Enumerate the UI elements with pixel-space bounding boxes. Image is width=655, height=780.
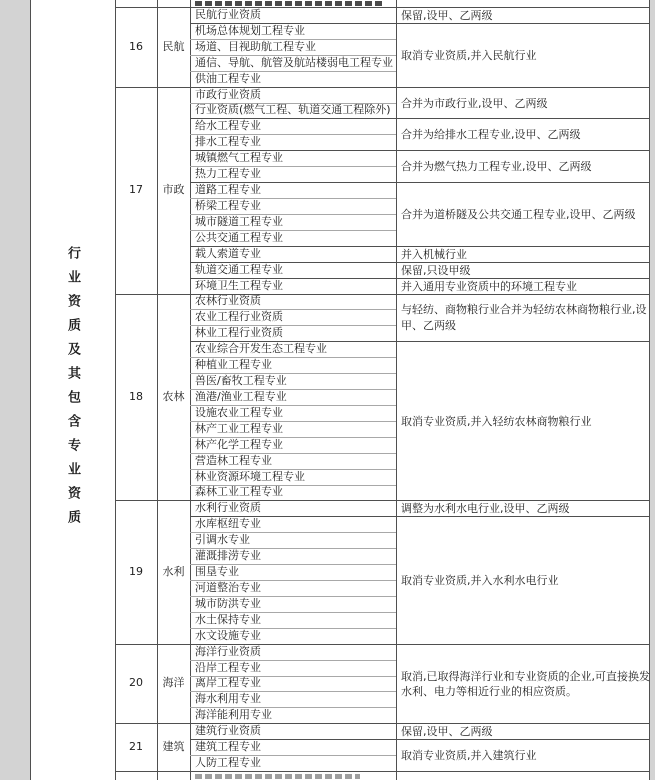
qualification-cell: 海洋能利用专业 xyxy=(195,708,272,722)
qualification-cell: 林产化学工程专业 xyxy=(195,437,283,451)
action-cell: 取消专业资质,并入轻纺农林商物粮行业 xyxy=(401,414,592,428)
industry-cell: 农林 xyxy=(162,389,185,403)
qualification-cell: 农林行业资质 xyxy=(195,294,261,308)
qualification-cell: 林产工业工程专业 xyxy=(195,421,283,435)
qualification-cell: 水文设施专业 xyxy=(195,628,261,642)
clipped-row-remnant-bottom xyxy=(195,774,360,779)
qualification-cell: 河道整治专业 xyxy=(195,580,261,594)
qualification-cell: 设施农业工程专业 xyxy=(195,405,283,419)
qualification-cell: 农业综合开发生态工程专业 xyxy=(195,342,327,356)
qualification-cell: 引调水专业 xyxy=(195,533,250,547)
qualification-cell: 水土保持专业 xyxy=(195,612,261,626)
qualification-cell: 公共交通工程专业 xyxy=(195,230,283,244)
qualification-cell: 载人索道专业 xyxy=(195,246,261,260)
qualification-cell: 机场总体规划工程专业 xyxy=(195,23,305,37)
qualification-cell: 民航行业资质 xyxy=(195,7,261,21)
row-number-cell: 20 xyxy=(129,676,143,690)
qualification-cell: 海水利用专业 xyxy=(195,692,261,706)
qualification-cell: 海洋行业资质 xyxy=(195,644,261,658)
industry-cell: 海洋 xyxy=(162,676,185,690)
qualification-cell: 热力工程专业 xyxy=(195,167,261,181)
qualification-table xyxy=(30,0,650,780)
action-cell: 取消,已取得海洋行业和专业资质的企业,可直接换发水利、电力等相近行业的相应资质。 xyxy=(401,669,650,699)
action-cell: 并入机械行业 xyxy=(401,247,467,261)
qualification-cell: 城市隧道工程专业 xyxy=(195,214,283,228)
qualification-cell: 兽医/畜牧工程专业 xyxy=(195,374,287,388)
action-cell: 取消专业资质,并入建筑行业 xyxy=(401,749,537,763)
qualification-cell: 人防工程专业 xyxy=(195,756,261,770)
qualification-cell: 通信、导航、航管及航站楼弱电工程专业 xyxy=(195,55,393,69)
qualification-cell: 城市防洪专业 xyxy=(195,596,261,610)
industry-cell: 水利 xyxy=(162,565,185,579)
qualification-cell: 森林工业工程专业 xyxy=(195,485,283,499)
action-cell: 保留,只设甲级 xyxy=(401,263,471,277)
row-number-cell: 21 xyxy=(129,740,143,754)
row-number-cell: 17 xyxy=(129,183,143,197)
qualification-cell: 建筑行业资质 xyxy=(195,724,261,738)
clipped-row-remnant-top xyxy=(195,1,385,6)
action-cell: 与轻纺、商物粮行业合并为轻纺农林商物粮行业,设甲、乙两级 xyxy=(401,303,647,333)
action-cell: 调整为水利水电行业,设甲、乙两级 xyxy=(401,502,570,516)
qualification-cell: 排水工程专业 xyxy=(195,135,261,149)
action-cell: 保留,设甲、乙两级 xyxy=(401,725,493,739)
grid-line xyxy=(30,0,31,780)
qualification-cell: 林业工程行业资质 xyxy=(195,326,283,340)
qualification-cell: 沿岸工程专业 xyxy=(195,660,261,674)
action-cell: 取消专业资质,并入水利水电行业 xyxy=(401,574,559,588)
industry-cell: 建筑 xyxy=(162,740,185,754)
vertical-header-text: 行业资质及其包含专业资质 xyxy=(65,246,80,534)
qualification-cell: 林业资源环境工程专业 xyxy=(195,469,305,483)
qualification-cell: 离岸工程专业 xyxy=(195,676,261,690)
qualification-cell: 灌溉排涝专业 xyxy=(195,549,261,563)
qualification-cell: 渔港/渔业工程专业 xyxy=(195,389,287,403)
vertical-header-cell xyxy=(30,0,115,780)
qualification-cell: 道路工程专业 xyxy=(195,183,261,197)
action-cell: 取消专业资质,并入民航行业 xyxy=(401,48,537,62)
qualification-cell: 种植业工程专业 xyxy=(195,358,272,372)
qualification-cell: 建筑工程专业 xyxy=(195,740,261,754)
qualification-cell: 农业工程行业资质 xyxy=(195,310,283,324)
grid-line xyxy=(115,771,650,772)
qualification-cell: 水库枢纽专业 xyxy=(195,517,261,531)
qualification-cell: 给水工程专业 xyxy=(195,119,261,133)
action-cell: 合并为给排水工程专业,设甲、乙两级 xyxy=(401,128,581,142)
row-number-cell: 18 xyxy=(129,389,143,403)
qualification-cell: 场道、目视助航工程专业 xyxy=(195,39,316,53)
industry-cell: 市政 xyxy=(162,183,185,197)
qualification-cell: 市政行业资质 xyxy=(195,87,261,101)
action-cell: 保留,设甲、乙两级 xyxy=(401,8,493,22)
action-cell: 并入通用专业资质中的环境工程专业 xyxy=(401,279,577,293)
qualification-cell: 供油工程专业 xyxy=(195,71,261,85)
row-number-cell: 19 xyxy=(129,565,143,579)
row-number-cell: 16 xyxy=(129,39,143,53)
qualification-cell: 环境卫生工程专业 xyxy=(195,278,283,292)
qualification-cell: 水利行业资质 xyxy=(195,501,261,515)
action-cell: 合并为市政行业,设甲、乙两级 xyxy=(401,96,548,110)
action-cell: 合并为道桥隧及公共交通工程专业,设甲、乙两级 xyxy=(401,207,636,221)
qualification-cell: 桥梁工程专业 xyxy=(195,198,261,212)
qualification-cell: 城镇燃气工程专业 xyxy=(195,151,283,165)
industry-cell: 民航 xyxy=(162,39,185,53)
qualification-cell: 行业资质(燃气工程、轨道交通工程除外) xyxy=(195,103,391,117)
qualification-cell: 轨道交通工程专业 xyxy=(195,262,283,276)
action-cell: 合并为燃气热力工程专业,设甲、乙两级 xyxy=(401,160,592,174)
qualification-cell: 围垦专业 xyxy=(195,565,239,579)
qualification-cell: 营造林工程专业 xyxy=(195,453,272,467)
